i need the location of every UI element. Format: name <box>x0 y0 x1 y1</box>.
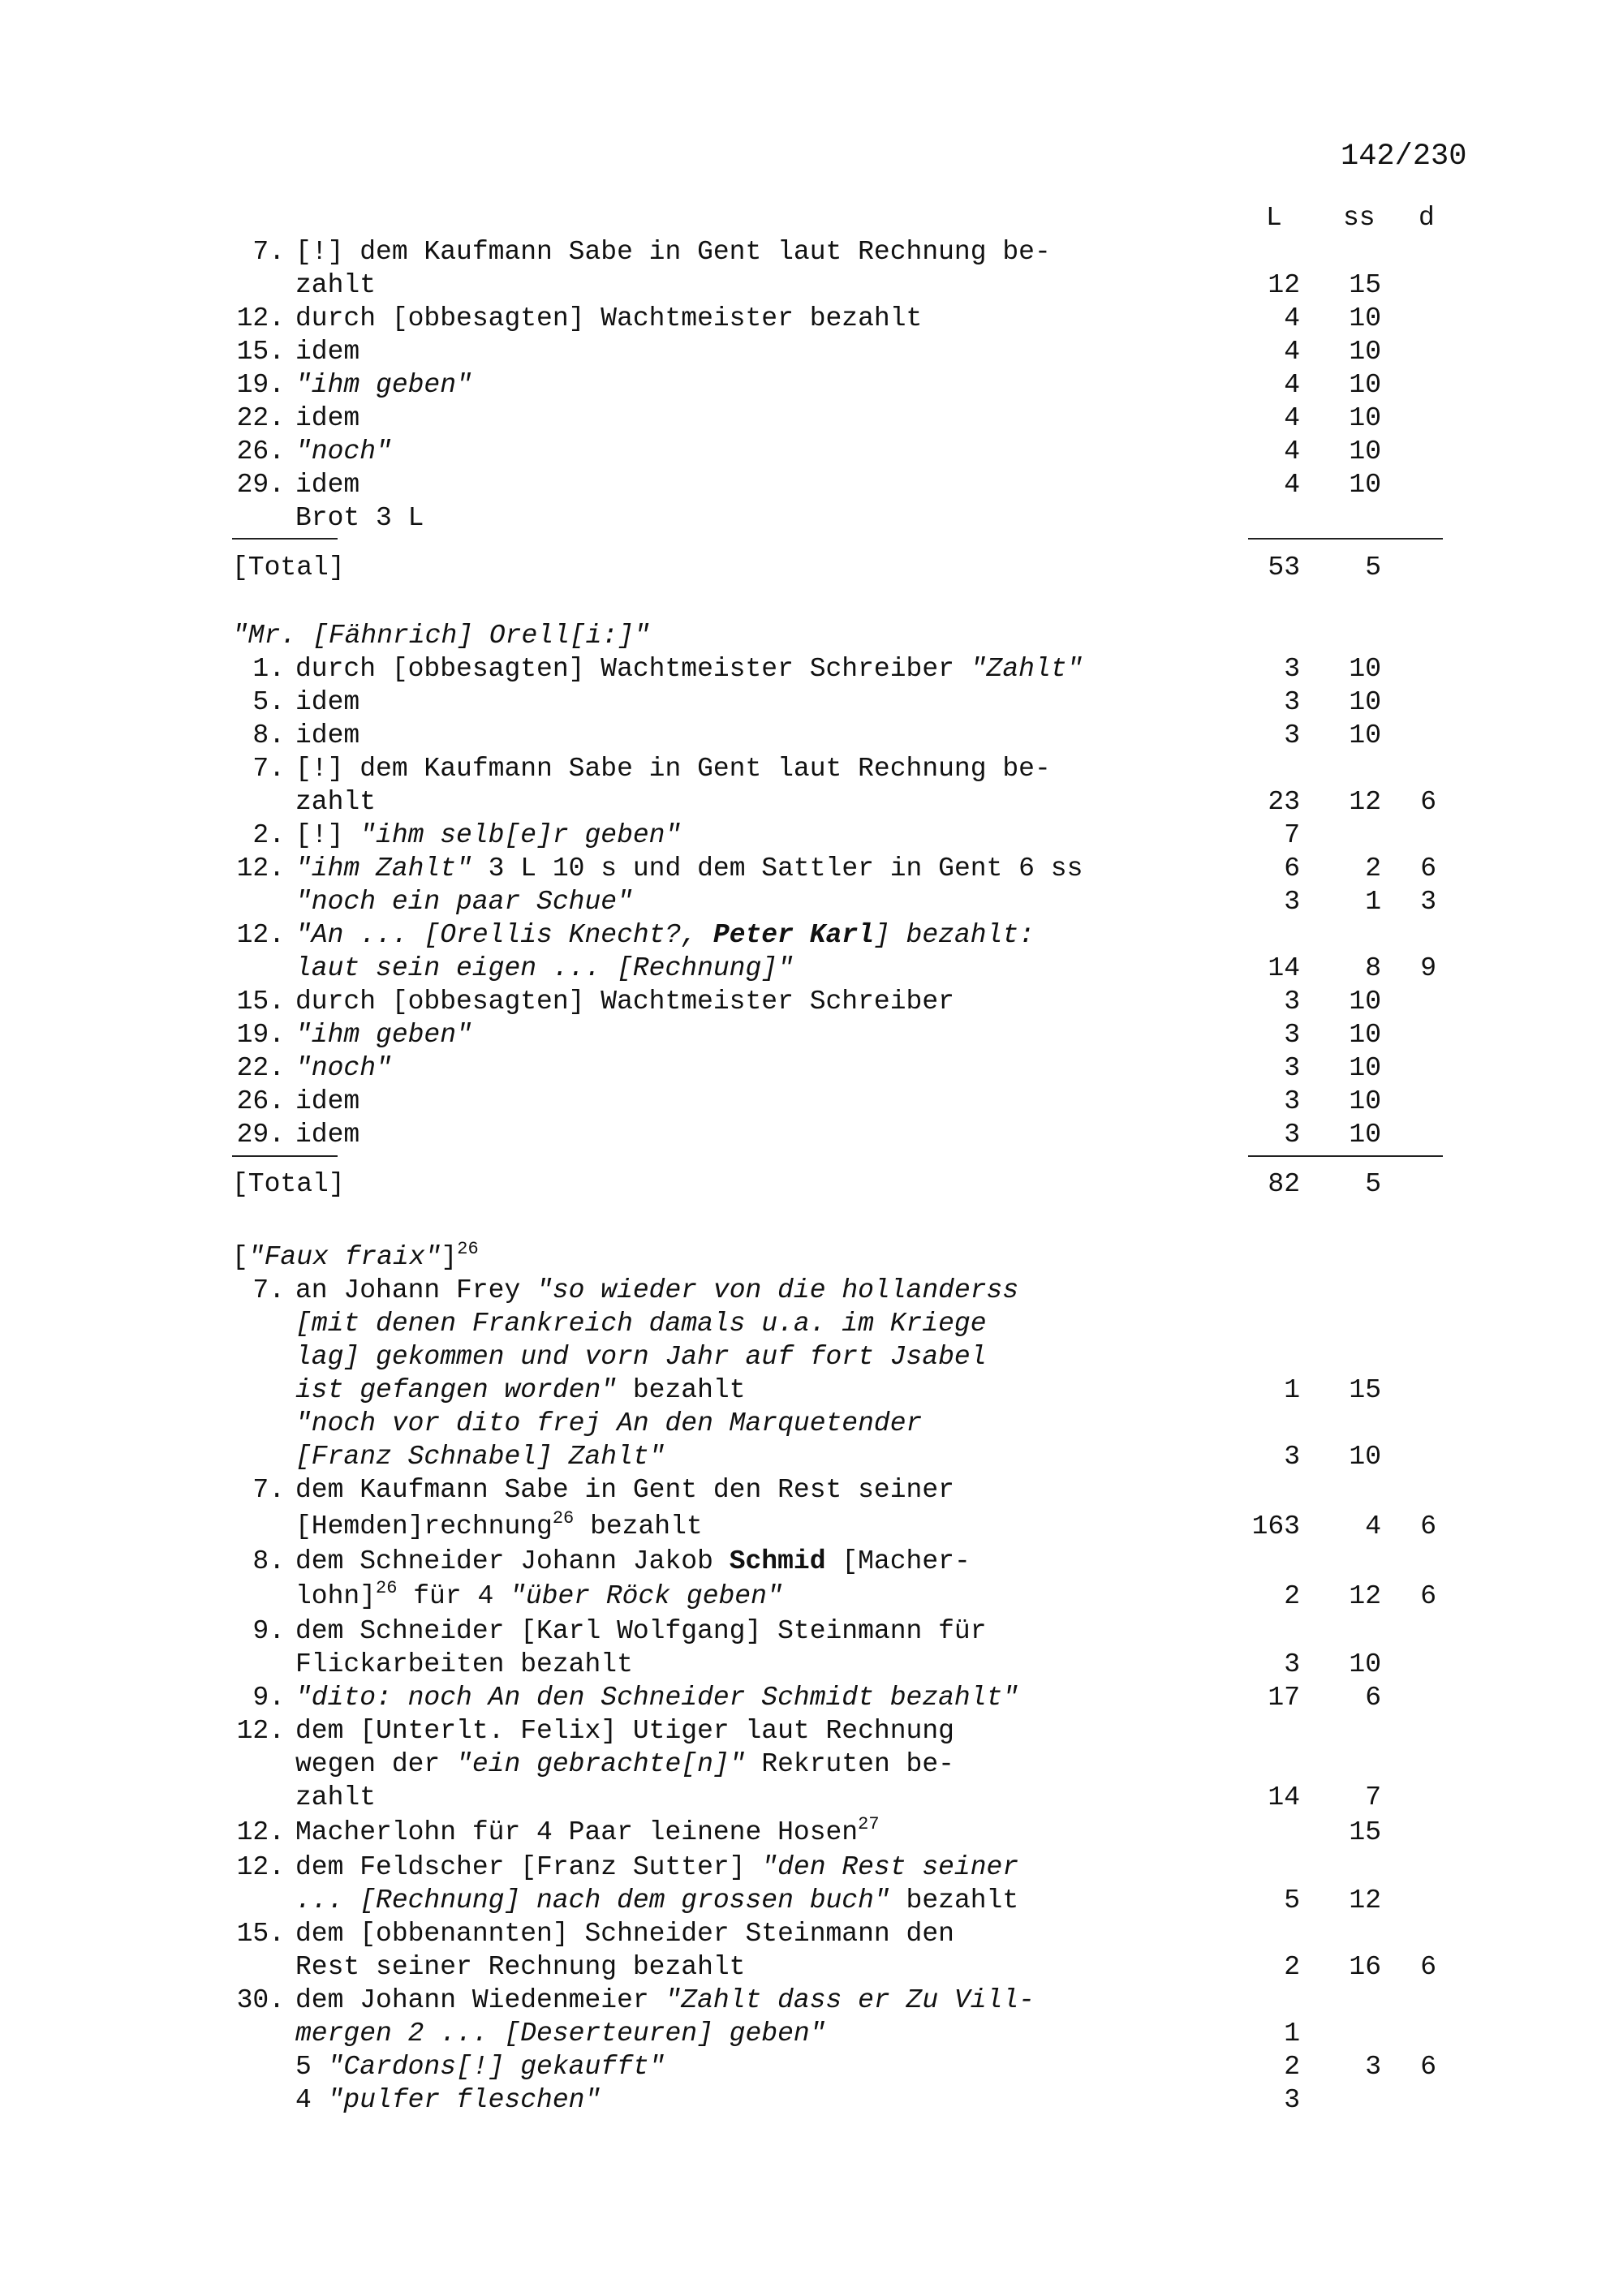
row-day: 12. <box>236 1716 285 1746</box>
ledger-row <box>0 1340 1623 1374</box>
ledger-row <box>0 1748 1623 1781</box>
row-day: 2. <box>252 820 285 850</box>
amount-L: 4 <box>1284 470 1300 500</box>
ledger-row <box>0 952 1623 985</box>
row-text: lohn]$^{26}$ für 4 "über Röck geben" <box>295 1578 783 1611</box>
amount-d: 6 <box>1420 1511 1436 1541</box>
row-day: 12. <box>236 303 285 333</box>
ledger-row <box>0 1950 1623 1984</box>
row-text: zahlt <box>295 270 377 300</box>
amount-d: 6 <box>1420 2052 1436 2082</box>
row-text: "noch" <box>295 1053 392 1083</box>
row-text: idem <box>295 687 360 717</box>
row-text: zahlt <box>295 1782 377 1812</box>
amount-d: 6 <box>1420 787 1436 817</box>
amount-L: 17 <box>1268 1683 1300 1713</box>
row-day: 12. <box>236 1852 285 1882</box>
row-text: durch [obbesagten] Wachtmeister Schreiber <box>295 987 954 1017</box>
ledger-row <box>0 1681 1623 1714</box>
row-text: lag] gekommen und vorn Jahr auf fort Jsabel <box>295 1342 987 1372</box>
ledger-row <box>0 1984 1623 2017</box>
amount-L: 5 <box>1284 1885 1300 1915</box>
row-day: 22. <box>236 403 285 433</box>
amount-ss: 10 <box>1349 1053 1381 1083</box>
amount-ss: 5 <box>1365 1169 1381 1199</box>
amount-L: 4 <box>1284 403 1300 433</box>
ledger-row <box>0 201 1623 234</box>
amount-L: 12 <box>1268 270 1300 300</box>
amount-L: 3 <box>1284 654 1300 684</box>
ledger-row <box>0 1118 1623 1151</box>
row-text: [Hemden]rechnung$^{26}$ bezahlt <box>295 1508 703 1541</box>
column-header-d: d <box>1419 203 1435 233</box>
ledger-row <box>0 1615 1623 1648</box>
row-day: 15. <box>236 1919 285 1949</box>
row-text: durch [obbesagten] Wachtmeister Schreiber "Zahlt" <box>295 654 1083 684</box>
amount-ss: 8 <box>1365 953 1381 983</box>
amount-L: 1 <box>1284 1375 1300 1405</box>
row-text: "ihm Zahlt" 3 L 10 s und dem Sattler in Gent 6 ss <box>295 853 1083 884</box>
amount-ss: 10 <box>1349 687 1381 717</box>
ledger-row <box>0 1440 1623 1473</box>
ledger-row <box>0 686 1623 719</box>
row-day: 8. <box>252 1546 285 1576</box>
amount-L: 3 <box>1284 1020 1300 1050</box>
row-text: dem Johann Wiedenmeier "Zahlt dass er Zu Vill- <box>295 1985 1035 2015</box>
ledger-row <box>0 368 1623 402</box>
ledger-row <box>0 1580 1623 1613</box>
row-day: 8. <box>252 720 285 750</box>
row-text: mergen 2 ... [Deserteuren] geben" <box>295 2019 826 2049</box>
row-text: [mit denen Frankreich damals u.a. im Kriege <box>295 1309 987 1339</box>
amount-L: 3 <box>1284 687 1300 717</box>
ledger-row <box>0 1816 1623 1849</box>
amount-d: 6 <box>1420 1952 1436 1982</box>
amount-L: 3 <box>1284 2085 1300 2115</box>
row-text: ... [Rechnung] nach dem grossen buch" bezahlt <box>295 1885 1019 1915</box>
amount-ss: 12 <box>1349 1885 1381 1915</box>
column-header-L: L <box>1266 203 1282 233</box>
row-text: idem <box>295 1120 360 1150</box>
amount-ss: 10 <box>1349 436 1381 467</box>
row-label: ["Faux fraix"]$^{26}$ <box>232 1239 479 1272</box>
row-text: dem [obbenannten] Schneider Steinmann den <box>295 1919 954 1949</box>
row-day: 12. <box>236 853 285 884</box>
amount-L: 3 <box>1284 887 1300 917</box>
amount-L: 3 <box>1284 1649 1300 1679</box>
row-day: 9. <box>252 1616 285 1646</box>
amount-L: 14 <box>1268 953 1300 983</box>
amount-d: 6 <box>1420 853 1436 884</box>
amount-ss: 12 <box>1349 787 1381 817</box>
amount-L: 4 <box>1284 370 1300 400</box>
ledger-row <box>0 1781 1623 1814</box>
row-text: [!] dem Kaufmann Sabe in Gent laut Rechnung be- <box>295 237 1051 267</box>
ledger-row <box>0 985 1623 1018</box>
row-text: wegen der "ein gebrachte[n]" Rekruten be- <box>295 1749 954 1779</box>
amount-L: 6 <box>1284 853 1300 884</box>
amount-L: 4 <box>1284 337 1300 367</box>
row-day: 29. <box>236 470 285 500</box>
ledger-row <box>0 2017 1623 2050</box>
amount-ss: 10 <box>1349 720 1381 750</box>
ledger-row <box>0 335 1623 368</box>
row-text: Brot 3 L <box>295 503 424 533</box>
row-day: 22. <box>236 1053 285 1083</box>
row-text: dem Schneider [Karl Wolfgang] Steinmann für <box>295 1616 987 1646</box>
amount-ss: 10 <box>1349 403 1381 433</box>
row-text: "ihm geben" <box>295 1020 472 1050</box>
row-day: 9. <box>252 1683 285 1713</box>
amount-d: 3 <box>1420 887 1436 917</box>
ledger-row <box>0 2083 1623 2117</box>
page-number: 142/230 <box>1341 140 1467 174</box>
row-text: idem <box>295 1086 360 1116</box>
row-label: [Total] <box>232 1169 345 1199</box>
amount-ss: 10 <box>1349 1020 1381 1050</box>
ledger-row <box>0 468 1623 501</box>
amount-L: 163 <box>1251 1511 1300 1541</box>
amount-ss: 10 <box>1349 654 1381 684</box>
row-day: 7. <box>252 754 285 784</box>
row-text: idem <box>295 337 360 367</box>
ledger-row <box>0 501 1623 535</box>
ledger-row <box>0 1240 1623 1274</box>
amount-L: 4 <box>1284 303 1300 333</box>
amount-d: 6 <box>1420 1581 1436 1611</box>
amount-L: 3 <box>1284 1053 1300 1083</box>
amount-ss: 10 <box>1349 1649 1381 1679</box>
amount-L: 4 <box>1284 436 1300 467</box>
rule-total-1 <box>1248 538 1443 540</box>
ledger-row <box>0 1018 1623 1051</box>
column-header-ss: ss <box>1343 203 1375 233</box>
ledger-row <box>0 1545 1623 1578</box>
amount-ss: 1 <box>1365 887 1381 917</box>
amount-ss: 12 <box>1349 1581 1381 1611</box>
ledger-row <box>0 2050 1623 2083</box>
amount-L: 3 <box>1284 1086 1300 1116</box>
row-text: dem Kaufmann Sabe in Gent den Rest seiner <box>295 1475 954 1505</box>
row-text: 5 "Cardons[!] gekaufft" <box>295 2052 665 2082</box>
amount-L: 14 <box>1268 1782 1300 1812</box>
row-text: ist gefangen worden" bezahlt <box>295 1375 746 1405</box>
ledger-row <box>0 235 1623 269</box>
amount-ss: 6 <box>1365 1683 1381 1713</box>
amount-ss: 5 <box>1365 553 1381 583</box>
amount-ss: 15 <box>1349 1375 1381 1405</box>
amount-ss: 10 <box>1349 1086 1381 1116</box>
ledger-row <box>0 435 1623 468</box>
ledger-row <box>0 1274 1623 1307</box>
ledger-row <box>0 1085 1623 1118</box>
row-day: 19. <box>236 370 285 400</box>
amount-ss: 10 <box>1349 987 1381 1017</box>
amount-ss: 15 <box>1349 270 1381 300</box>
amount-L: 3 <box>1284 720 1300 750</box>
ledger-row <box>0 1473 1623 1507</box>
ledger-row <box>0 1851 1623 1884</box>
amount-L: 23 <box>1268 787 1300 817</box>
row-text: Macherlohn für 4 Paar leinene Hosen$^{27}$ <box>295 1814 880 1847</box>
row-text: idem <box>295 470 360 500</box>
row-text: idem <box>295 403 360 433</box>
row-day: 12. <box>236 920 285 950</box>
row-text: [!] "ihm selb[e]r geben" <box>295 820 682 850</box>
row-day: 12. <box>236 1817 285 1847</box>
ledger-row <box>0 1307 1623 1340</box>
row-text: dem Schneider Johann Jakob Schmid [Macher- <box>295 1546 971 1576</box>
ledger-row <box>0 551 1623 584</box>
ledger-row <box>0 1167 1623 1201</box>
amount-L: 3 <box>1284 1442 1300 1472</box>
ledger-row <box>0 302 1623 335</box>
amount-ss: 3 <box>1365 2052 1381 2082</box>
row-text: "dito: noch An den Schneider Schmidt bezahlt" <box>295 1683 1019 1713</box>
row-label: "Mr. [Fähnrich] Orell[i:]" <box>232 621 650 651</box>
amount-L: 2 <box>1284 1581 1300 1611</box>
row-text: "noch ein paar Schue" <box>295 887 633 917</box>
amount-ss: 2 <box>1365 853 1381 884</box>
amount-ss: 10 <box>1349 470 1381 500</box>
row-text: "An ... [Orellis Knecht?, Peter Karl] bezahlt: <box>295 920 1035 950</box>
ledger-row <box>0 1051 1623 1085</box>
amount-ss: 10 <box>1349 370 1381 400</box>
amount-L: 3 <box>1284 1120 1300 1150</box>
amount-L: 3 <box>1284 987 1300 1017</box>
ledger-row <box>0 652 1623 686</box>
ledger-row <box>0 819 1623 852</box>
amount-ss: 7 <box>1365 1782 1381 1812</box>
rule-left-1 <box>232 538 338 540</box>
amount-L: 1 <box>1284 2019 1300 2049</box>
row-text: an Johann Frey "so wieder von die hollanderss <box>295 1275 1019 1305</box>
amount-ss: 16 <box>1349 1952 1381 1982</box>
amount-L: 53 <box>1268 553 1300 583</box>
row-text: laut sein eigen ... [Rechnung]" <box>295 953 794 983</box>
row-text: "noch" <box>295 436 392 467</box>
ledger-row <box>0 1648 1623 1681</box>
amount-ss: 10 <box>1349 303 1381 333</box>
row-text: dem Feldscher [Franz Sutter] "den Rest seiner <box>295 1852 1019 1882</box>
rule-total-2 <box>1248 1155 1443 1157</box>
row-text: "ihm geben" <box>295 370 472 400</box>
row-day: 19. <box>236 1020 285 1050</box>
ledger-row <box>0 1510 1623 1543</box>
ledger-row <box>0 1884 1623 1917</box>
row-day: 30. <box>236 1985 285 2015</box>
ledger-row <box>0 918 1623 952</box>
row-day: 7. <box>252 1275 285 1305</box>
row-text: "noch vor dito frej An den Marquetender <box>295 1408 923 1438</box>
amount-L: 7 <box>1284 820 1300 850</box>
ledger-row <box>0 719 1623 752</box>
row-text: Rest seiner Rechnung bezahlt <box>295 1952 746 1982</box>
amount-L: 2 <box>1284 1952 1300 1982</box>
row-text: [!] dem Kaufmann Sabe in Gent laut Rechnung be- <box>295 754 1051 784</box>
row-text: [Franz Schnabel] Zahlt" <box>295 1442 665 1472</box>
row-label: [Total] <box>232 553 345 583</box>
ledger-row <box>0 1917 1623 1950</box>
amount-ss: 4 <box>1365 1511 1381 1541</box>
rule-left-2 <box>232 1155 338 1157</box>
amount-ss: 15 <box>1349 1817 1381 1847</box>
ledger-row <box>0 402 1623 435</box>
amount-L: 2 <box>1284 2052 1300 2082</box>
row-day: 26. <box>236 436 285 467</box>
ledger-row <box>0 885 1623 918</box>
ledger-row <box>0 852 1623 885</box>
row-text: durch [obbesagten] Wachtmeister bezahlt <box>295 303 923 333</box>
ledger-row <box>0 785 1623 819</box>
amount-L: 82 <box>1268 1169 1300 1199</box>
row-text: idem <box>295 720 360 750</box>
row-day: 7. <box>252 1475 285 1505</box>
row-day: 29. <box>236 1120 285 1150</box>
ledger-row <box>0 752 1623 785</box>
row-day: 5. <box>252 687 285 717</box>
row-text: 4 "pulfer fleschen" <box>295 2085 601 2115</box>
row-day: 1. <box>252 654 285 684</box>
amount-ss: 10 <box>1349 1442 1381 1472</box>
ledger-row <box>0 1714 1623 1748</box>
ledger-row <box>0 1407 1623 1440</box>
row-day: 26. <box>236 1086 285 1116</box>
row-text: Flickarbeiten bezahlt <box>295 1649 633 1679</box>
row-day: 15. <box>236 337 285 367</box>
amount-d: 9 <box>1420 953 1436 983</box>
ledger-row <box>0 619 1623 652</box>
ledger-row <box>0 269 1623 302</box>
ledger-row <box>0 1374 1623 1407</box>
row-text: zahlt <box>295 787 377 817</box>
amount-ss: 10 <box>1349 337 1381 367</box>
row-day: 7. <box>252 237 285 267</box>
amount-ss: 10 <box>1349 1120 1381 1150</box>
row-day: 15. <box>236 987 285 1017</box>
row-text: dem [Unterlt. Felix] Utiger laut Rechnung <box>295 1716 954 1746</box>
